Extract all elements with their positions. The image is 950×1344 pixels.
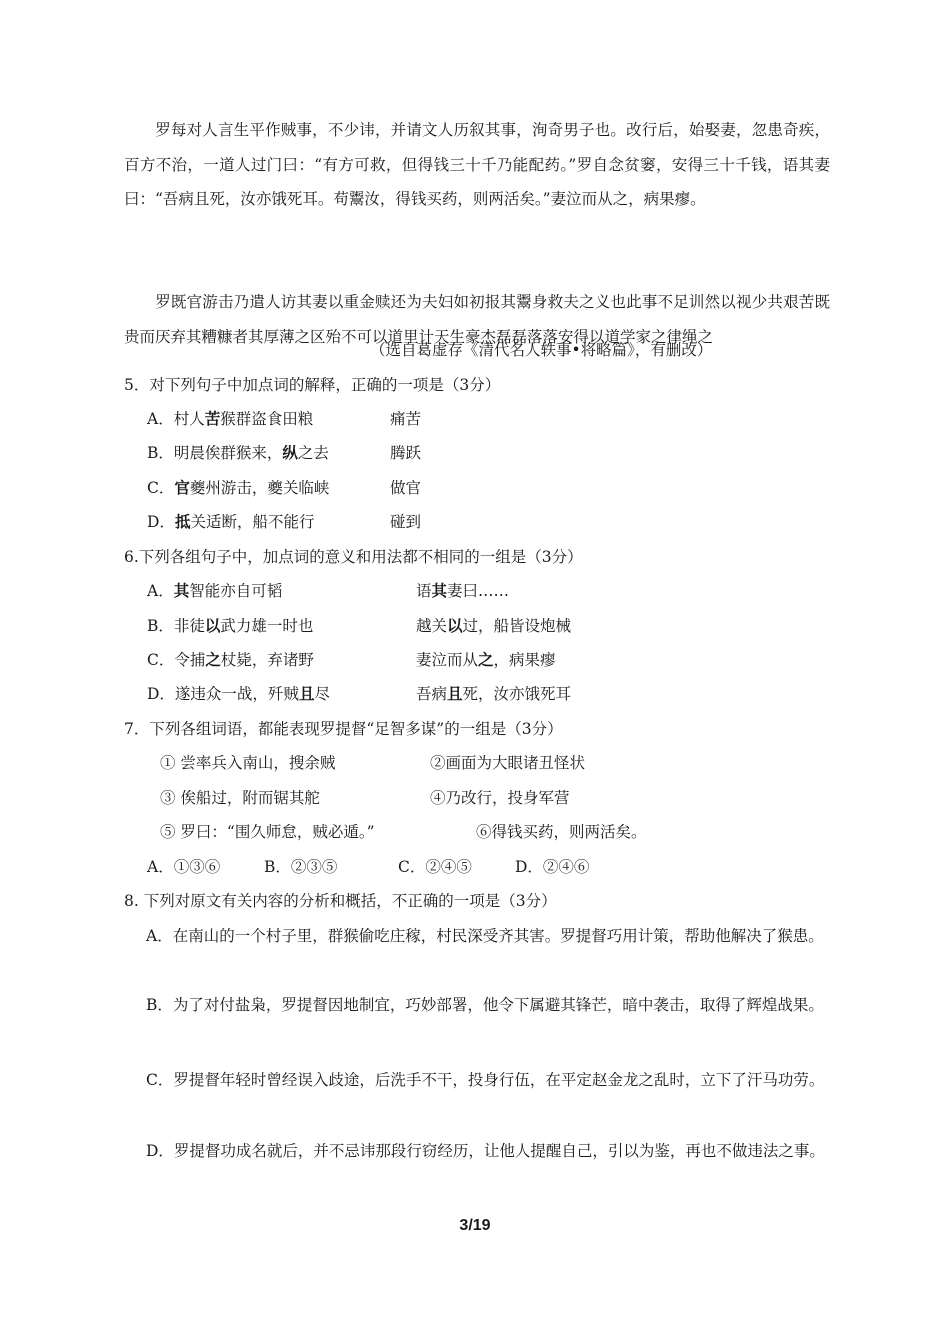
passage-paragraph-1 xyxy=(124,113,830,217)
page-number: 3/19 xyxy=(459,1217,491,1234)
q6-option-a-left: A．其智能亦自可韬 xyxy=(147,581,283,600)
q6-stem: 6.下列各组句子中，加点词的意义和用法都不相同的一组是（3分） xyxy=(124,548,583,566)
q7-choice-a: A．①③⑥ xyxy=(147,858,221,876)
q8-option-d: D．罗提督功成名就后，并不忌讳那段行窃经历，让他人提醒自己，引以为鉴，再也不做违法之事。 xyxy=(146,1142,825,1160)
q7-choice-b: B．②③⑤ xyxy=(264,858,338,876)
dotted-word: 纵 xyxy=(282,443,298,462)
q5-option-d: D．抵关适断，船不能行 xyxy=(147,512,315,531)
q5-option-a-meaning: 痛苦 xyxy=(390,410,422,428)
q7-stem: 7．下列各组词语，都能表现罗提督“足智多谋”的一组是（3分） xyxy=(124,720,563,738)
dotted-word: 之 xyxy=(478,650,494,669)
q6-option-d-left: D．遂违众一战，歼贼且尽 xyxy=(147,684,330,703)
q8-option-b: B．为了对付盐枭，罗提督因地制宜，巧妙部署，他令下属避其锋芒，暗中袭击，取得了辉煌战果。 xyxy=(146,996,824,1014)
q8-option-c: C．罗提督年轻时曾经误入歧途，后洗手不干，投身行伍，在平定赵金龙之乱时，立下了汗马功劳。 xyxy=(146,1071,825,1089)
passage-paragraph-2-text: 罗既官游击乃遣人访其妻以重金赎还为夫妇如初报其鬻身救夫之义也此事不足训然以视少共艰苦既贵而厌弃其糟糠者其厚薄之区殆不可以道里计天生豪杰磊磊落落安得以道学家之律绳之 xyxy=(124,293,830,346)
q5-option-c-meaning: 做官 xyxy=(390,479,422,497)
passage-paragraph-1-text: 罗每对人言生平作贼事，不少讳，并请文人历叙其事，洵奇男子也。改行后，始娶妻，忽患奇疾，百方不治，一道人过门曰：“有方可救，但得钱三十千乃能配药。”罗自念贫窭，安得三十千钱，语其妻曰：“吾病且死，汝亦饿死耳。苟鬻汝，得钱买药，则两活矣。”妻泣而从之，病果瘳。 xyxy=(124,121,830,208)
q7-item-3: ③ 俟船过，附而锯其舵 xyxy=(160,789,320,807)
q7-item-4: ④乃改行，投身军营 xyxy=(430,789,570,807)
q6-option-b-left: B．非徒以武力雄一时也 xyxy=(147,616,314,635)
q6-option-b-right: 越关以过，船皆设炮械 xyxy=(416,616,572,635)
q5-option-b: B．明晨俟群猴来，纵之去 xyxy=(147,443,329,462)
dotted-word: 抵 xyxy=(174,512,191,531)
q7-item-1: ① 尝率兵入南山，搜余贼 xyxy=(160,754,336,772)
q7-item-2: ②画面为大眼诸丑怪状 xyxy=(430,754,586,772)
dotted-word: 其 xyxy=(173,581,190,600)
q7-item-5: ⑤ 罗曰：“围久师怠，贼必遁。” xyxy=(160,823,375,841)
dotted-word: 官 xyxy=(174,478,190,497)
q8-stem: 8. 下列对原文有关内容的分析和概括，不正确的一项是（3分） xyxy=(124,892,557,910)
passage-source: （选自葛虚存《清代名人轶事•将略篇》，有删改） xyxy=(370,341,713,359)
q6-option-c-right: 妻泣而从之，病果瘳 xyxy=(416,650,556,669)
q7-choice-c: C．②④⑤ xyxy=(398,858,472,876)
q5-option-c: C．官夔州游击，夔关临峡 xyxy=(147,478,330,497)
q6-option-d-right: 吾病且死，汝亦饿死耳 xyxy=(416,684,572,703)
dotted-word: 苦 xyxy=(204,409,221,428)
q7-choice-d: D．②④⑥ xyxy=(515,858,590,876)
q6-option-c-left: C．令捕之杖毙，弃诸野 xyxy=(147,650,314,669)
q8-option-a: A．在南山的一个村子里，群猴偷吃庄稼，村民深受齐其害。罗提督巧用计策，帮助他解决了猴患。 xyxy=(146,927,824,945)
q7-item-6: ⑥得钱买药，则两活矣。 xyxy=(476,823,647,841)
dotted-word: 且 xyxy=(447,684,463,703)
q5-option-a: A．村人苦猴群盗食田粮 xyxy=(147,409,314,428)
dotted-word: 以 xyxy=(204,616,221,635)
dotted-word: 且 xyxy=(298,684,315,703)
dotted-word: 以 xyxy=(447,616,463,635)
q5-stem: 5．对下列句子中加点词的解释，正确的一项是（3分） xyxy=(124,376,501,394)
dotted-word: 其 xyxy=(431,581,448,600)
q6-option-a-right: 语其妻曰…… xyxy=(416,581,510,600)
q5-option-d-meaning: 碰到 xyxy=(390,513,422,531)
q5-option-b-meaning: 腾跃 xyxy=(390,444,422,462)
dotted-word: 之 xyxy=(205,650,221,669)
